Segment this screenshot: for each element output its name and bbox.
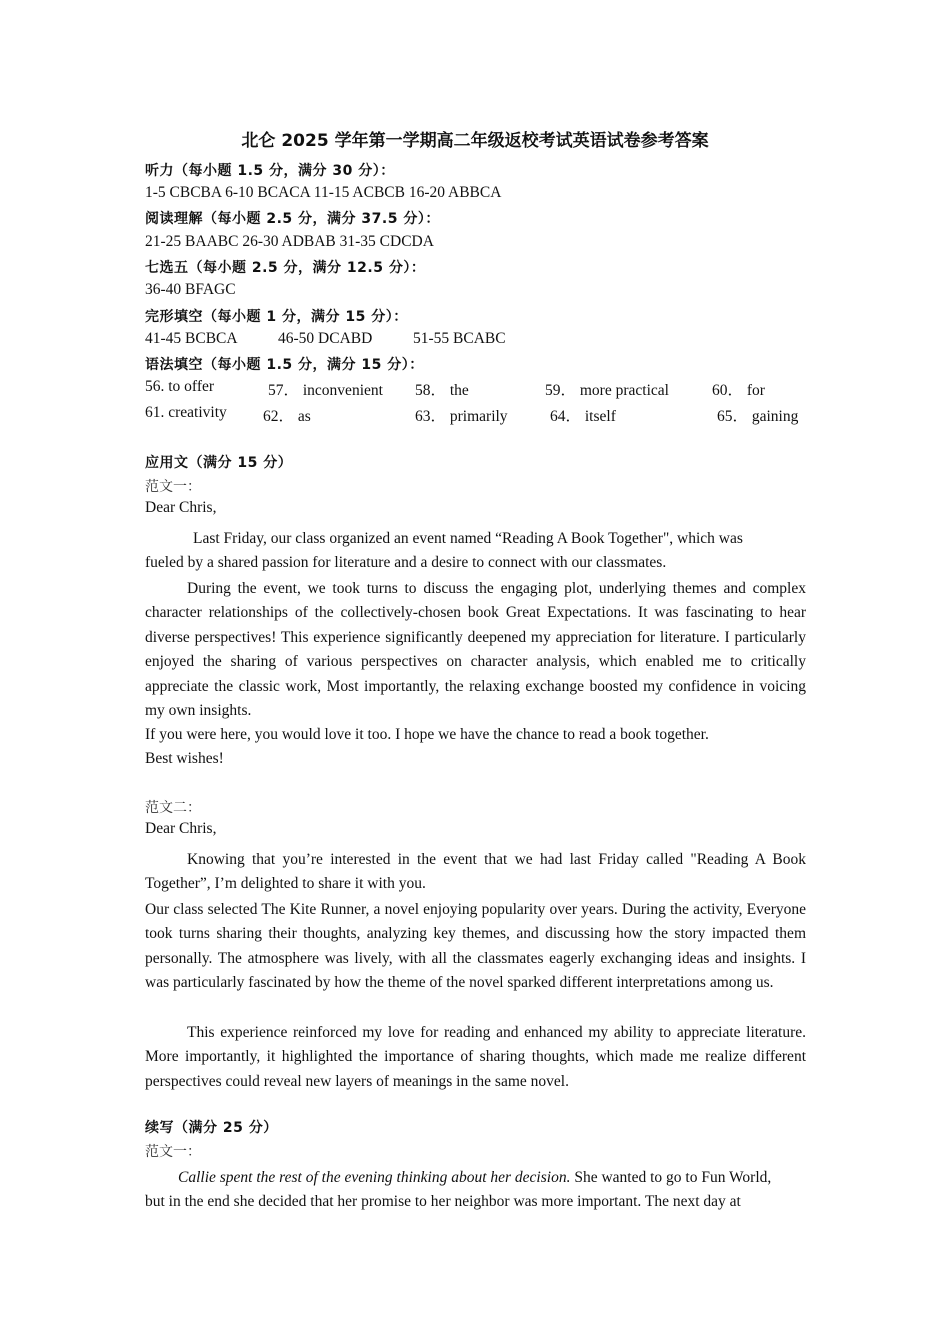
continuation-rest: She wanted to go to Fun World, but in the end she decided that her promise to her neighbor was more important. The next day at — [145, 1169, 772, 1211]
continuation-sample-1-label: 范文一： — [145, 1144, 201, 1160]
listening-header: 听力（每小题 1.5 分，满分 30 分）： — [145, 163, 395, 179]
reading-answers: 21-25 BAABC 26-30 ADBAB 31-35 CDCDA — [145, 233, 434, 250]
continuation-italic-lead: Callie spent the rest of the evening thinking about her decision. — [178, 1169, 571, 1186]
sample-1-greeting: Dear Chris, — [145, 499, 217, 516]
sample-2-paragraph-1: Knowing that you’re interested in the event that we had last Friday called "Reading A Book Together”, I’m delighted to share it with you. — [145, 851, 806, 893]
seven-choose-five-header: 七选五（每小题 2.5 分，满分 12.5 分）： — [145, 260, 426, 276]
grammar-answer-57: 57． inconvenient — [268, 382, 383, 399]
sample-2-paragraph-2: Our class selected The Kite Runner, a novel enjoying popularity over years. During the activity, Everyone took turns sharing their thoughts, analyzing key themes, and discussing how the story impacted them personally. The atmosphere was lively, with all the classmates eagerly exchanging ideas and insights. I was particularly fascinated by how the theme of the novel sparked different interpretations among us. — [145, 901, 806, 992]
seven-choose-five-answers: 36-40 BFAGC — [145, 281, 236, 298]
reading-header: 阅读理解（每小题 2.5 分，满分 37.5 分）： — [145, 211, 440, 227]
cloze-group-3: 51-55 BCABC — [413, 330, 506, 347]
continuation-header: 续写（满分 25 分） — [145, 1120, 278, 1136]
grammar-answer-65: 65． gaining — [717, 408, 799, 425]
sample-1-closing: Best wishes! — [145, 750, 224, 767]
sample-2-paragraph-3: This experience reinforced my love for reading and enhanced my ability to appreciate literature. More importantly, it highlighted the importance of sharing thoughts, which made me realize different perspectives could reveal new layers of meanings in the same novel. — [145, 1024, 806, 1090]
cloze-group-1: 41-45 BCBCA — [145, 330, 238, 347]
page-title: 北仑 2025 学年第一学期高二年级返校考试英语试卷参考答案 — [241, 131, 709, 151]
grammar-answer-62: 62． as — [263, 408, 311, 425]
grammar-answer-61: 61. creativity — [145, 404, 227, 421]
grammar-answer-60: 60． for — [712, 382, 765, 399]
grammar-answer-63: 63． primarily — [415, 408, 508, 425]
sample-1-paragraph-3: If you were here, you would love it too. I hope we have the chance to read a book together. — [145, 726, 709, 743]
applied-writing-header: 应用文（满分 15 分） — [145, 455, 293, 471]
grammar-answer-59: 59． more practical — [545, 382, 669, 399]
cloze-header: 完形填空（每小题 1 分，满分 15 分）： — [145, 309, 408, 325]
sample-2-greeting: Dear Chris, — [145, 820, 217, 837]
sample-2-label: 范文二： — [145, 800, 201, 816]
grammar-answer-64: 64． itself — [550, 408, 616, 425]
grammar-answer-56: 56. to offer — [145, 378, 215, 395]
continuation-sample-1-paragraph — [145, 1166, 785, 1215]
sample-1-paragraph-1: Last Friday, our class organized an event named “Reading A Book Together", which was fueled by a shared passion for literature and a desire to connect with our classmates. — [145, 530, 743, 572]
grammar-answer-58: 58． the — [415, 382, 469, 399]
grammar-header: 语法填空（每小题 1.5 分，满分 15 分）： — [145, 357, 424, 373]
listening-answers: 1-5 CBCBA 6-10 BCACA 11-15 ACBCB 16-20 ABBCA — [145, 184, 502, 201]
sample-1-paragraph-2: During the event, we took turns to discuss the engaging plot, underlying themes and complex character relationships of the collectively-chosen book Great Expectations. It was fascinating to hear diverse perspectives! This experience significantly deepened my appreciation for literature. I particularly enjoyed the sharing of various perspectives on character analysis, which enabled me to critically appreciate the classic work, Most importantly, the relaxing exchange boosted my confidence in voicing my own insights. — [145, 580, 806, 720]
cloze-group-2: 46-50 DCABD — [278, 330, 373, 347]
sample-1-label: 范文一： — [145, 479, 201, 495]
